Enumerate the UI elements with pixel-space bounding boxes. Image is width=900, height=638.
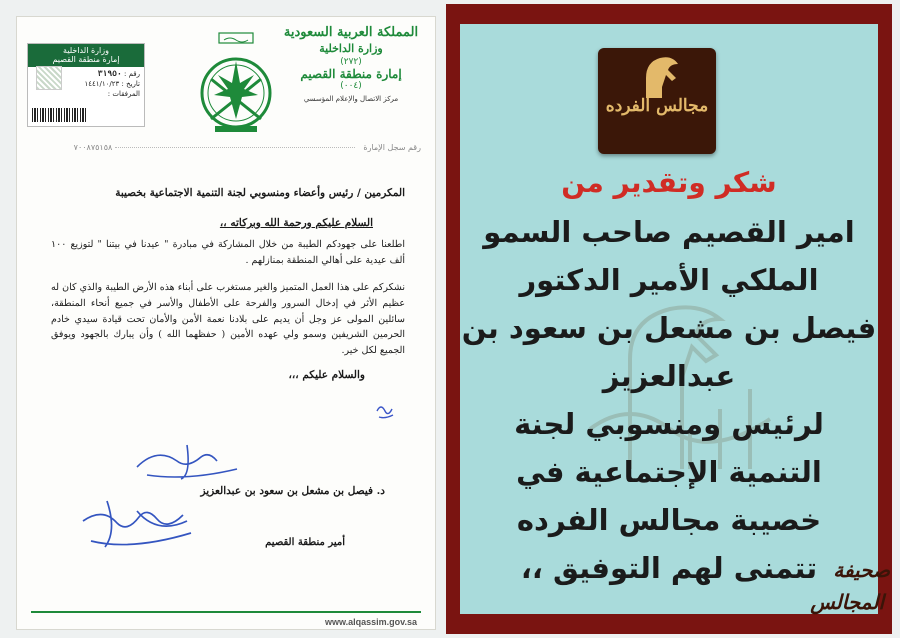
horse-head-icon: [628, 54, 686, 98]
thank-you-card: [446, 4, 892, 634]
letterhead-code1: (٢٧٢): [340, 57, 362, 67]
card-line-4: عبدالعزيز: [602, 359, 736, 393]
majalis-alfarda-logo: [598, 48, 716, 154]
card-line-5: لرئيس ومنسوبي لجنة: [514, 407, 824, 441]
stamp-ministry: وزارة الداخلية: [63, 46, 109, 55]
corner-logo-line1: صحيفة: [833, 558, 890, 582]
signatory-title: أمير منطقة القصيم: [265, 537, 345, 548]
letter-body: [51, 187, 405, 381]
signature-icon: [77, 491, 207, 555]
card-line-8: تتمنى لهم التوفيق ،،: [520, 551, 818, 585]
letterhead-emirate: إمارة منطقة القصيم: [300, 67, 402, 81]
stamp-seal-icon: [36, 66, 62, 90]
card-line-7: خصيبة مجالس الفرده: [516, 503, 822, 537]
stamp-number-label: رقم: [128, 70, 140, 79]
website-url: www.alqassim.gov.sa: [324, 617, 417, 627]
letterhead-ministry: وزارة الداخلية: [319, 42, 383, 55]
barcode-icon: [32, 108, 88, 122]
reference-line: [47, 143, 421, 152]
letterhead-kingdom: المملكة العربية السعودية: [283, 25, 419, 40]
official-letter: [16, 16, 436, 630]
stamp-emirate: إمارة منطقة القصيم: [52, 55, 120, 65]
closing: والسلام عليكم ،،،: [288, 368, 365, 381]
card-line-6: التنمية الإجتماعية في: [516, 455, 822, 489]
paragraph-thanks: نشكركم على هذا العمل المتميز والغير مستغرب على أبناء هذه الأرض الطيبة والذي كان له عظيم الأثر في إدخال السرور والفرحة على الأطفال والأسر في جميع أنحاء المنطقة، سائلين المولى عز وجل أن يديم على بلادنا نعمة الأمن والأمان تحت قيادة سيدي خادم الحرمين الشريفين وسمو ولي عهده الأمين ( حفظهما الله ) وأن يبارك بالجهود ويوفق الجميع لكل خير.: [51, 282, 405, 357]
corner-logo-line2: المجالس: [810, 590, 884, 614]
card-title: شكر وتقدير من: [561, 166, 777, 199]
signatory-name: د. فيصل بن مشعل بن سعود بن عبدالعزيز: [200, 485, 385, 497]
reference-rule: [115, 147, 355, 148]
letterhead-center: مركز الاتصال والإعلام المؤسسي: [303, 95, 399, 103]
newspaper-corner-logo: [810, 552, 896, 632]
reference-number: ٧٠٠٨٧٥١٥٨: [73, 143, 113, 152]
paragraph-initiative: اطلعنا على جهودكم الطيبة من خلال المشاركة في مبادرة " عيدنا في بيتنا " لتوزيع ١٠٠ ألف عيدية على أهالي المنطقة بمنازلهم .: [51, 239, 405, 266]
stamp-date-label: تاريخ: [126, 80, 140, 89]
stamp-number: ٣١٩٥٠: [97, 69, 122, 79]
card-line-1: امير القصيم صاحب السمو: [483, 215, 855, 249]
greeting: السلام عليكم ورحمة الله وبركاته ،،: [219, 217, 373, 229]
stamp-date: ١٤٤١/١٠/٢٣: [84, 80, 120, 89]
card-message: [460, 164, 878, 592]
stamp-rows: رقم : ٣١٩٥٠ تاريخ : ١٤٤١/١٠/٢٣ المرفقات :: [84, 69, 140, 98]
stamp-attachments-label: المرفقات: [112, 89, 140, 98]
reference-label: رقم سجل الإمارة: [363, 143, 421, 152]
handwritten-note-icon: [373, 397, 399, 423]
letterhead: [281, 25, 421, 103]
letterhead-code2: (٠٠٤): [340, 81, 362, 91]
initials-signature-icon: [127, 437, 257, 485]
footer-rule: [31, 611, 421, 613]
logo-text: مجالس الفرده: [605, 96, 709, 116]
card-line-3: فيصل بن مشعل بن سعود بن: [461, 311, 877, 345]
incoming-stamp: [27, 43, 145, 127]
addressee: المكرمين / رئيس وأعضاء ومنسوبي لجنة التنمية الاجتماعية بخصيبة: [115, 187, 405, 199]
saudi-emblem-icon: [191, 31, 281, 135]
card-panel: [460, 24, 878, 614]
stamp-header: [28, 44, 144, 67]
card-line-2: الملكي الأمير الدكتور: [519, 263, 819, 297]
